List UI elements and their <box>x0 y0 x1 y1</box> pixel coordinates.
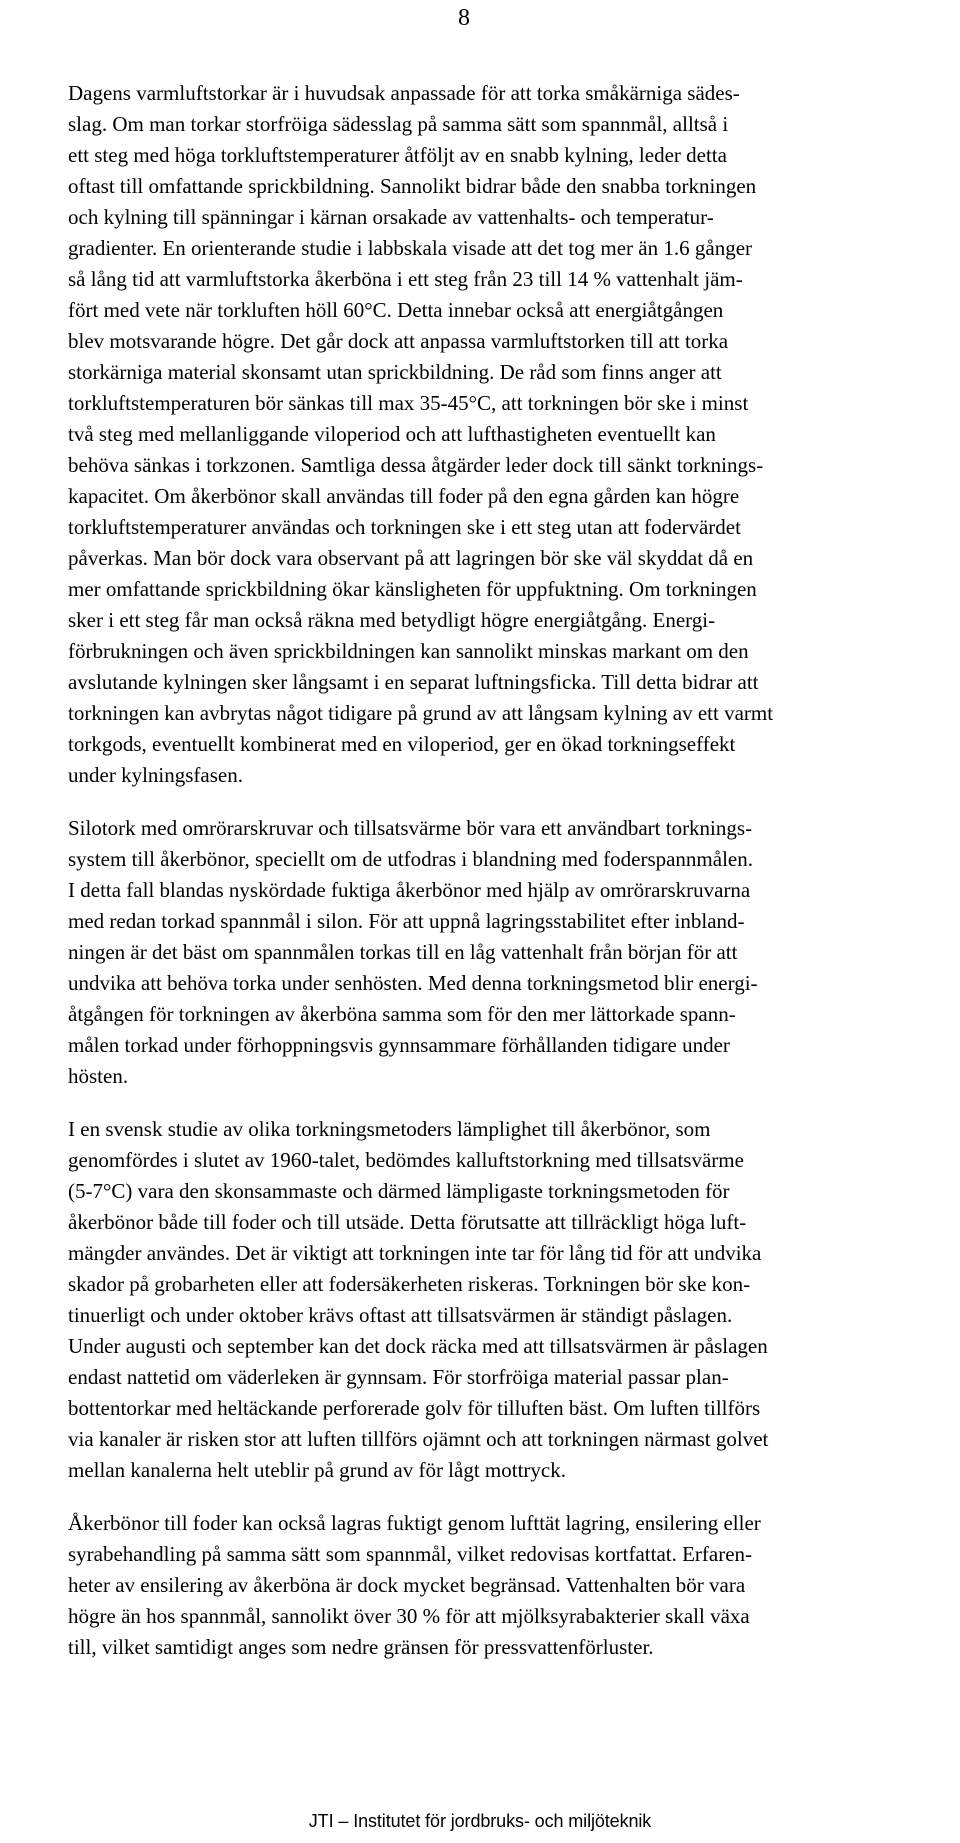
paragraph-silo-dryer: Silotork med omrörarskruvar och tillsatsvärme bör vara ett användbart torknings- system till åkerbönor, speciellt om de utfodras i blandning med foderspannmålen. I detta fall blandas nyskördade fuktiga åkerbönor med hjälp av omrörarskruvarna med redan torkad spannmål i silon. För att uppnå lagringsstabilitet efter inbland- ningen är det bäst om spannmålen torkas till en låg vattenhalt från början för att undvika att behöva torka under senhösten. Med denna torkningsmetod blir energi- åtgången för torkningen av åkerböna samma som för den mer lättorkade spann- målen torkad under förhoppningsvis gynnsammare förhållanden tidigare under hösten. <box>68 816 758 1088</box>
body-text <box>68 78 868 1685</box>
paragraph-moist-storage: Åkerbönor till foder kan också lagras fuktigt genom lufttät lagring, ensilering eller syrabehandling på samma sätt som spannmål, vilket redovisas kortfattat. Erfaren- heter av ensilering av åkerböna är dock mycket begränsad. Vattenhalten bör vara högre än hos spannmål, sannolikt över 30 % för att mjölksyrabakterier skall växa till, vilket samtidigt anges som nedre gränsen för pressvattenförluster. <box>68 1511 761 1659</box>
page-number: 8 <box>458 5 470 31</box>
paragraph-drying-methods: Dagens varmluftstorkar är i huvudsak anpassade för att torka småkärniga sädes- slag. Om man torkar storfröiga sädesslag på samma sätt som spannmål, alltså i ett steg med höga torkluftstemperaturer åtföljt av en snabb kylning, leder detta oftast till omfattande sprickbildning. Sannolikt bidrar både den snabba torkningen och kylning till spänningar i kärnan orsakade av vattenhalts- och temperatur- gradienter. En orienterande studie i labbskala visade att det tog mer än 1.6 gånger så lång tid att varmluftstorka åkerböna i ett steg från 23 till 14 % vattenhalt jäm- fört med vete när torkluften höll 60°C. Detta innebar också att energiåtgången blev motsvarande högre. Det går dock att anpassa varmluftstorken till att torka storkärniga material skonsamt utan sprickbildning. De råd som finns anger att torkluftstemperaturen bör sänkas till max 35-45°C, att torkningen bör ske i minst två steg med mellanliggande viloperiod och att lufthastigheten eventuellt kan behöva sänkas i torkzonen. Samtliga dessa åtgärder leder dock till sänkt torknings- kapacitet. Om åkerbönor skall användas till foder på den egna gården kan högre torkluftstemperaturer användas och torkningen ske i ett steg utan att fodervärdet påverkas. Man bör dock vara observant på att lagringen bör ske väl skyddat då en mer omfattande sprickbildning ökar känsligheten för uppfuktning. Om torkningen sker i ett steg får man också räkna med betydligt högre energiåtgång. Energi- förbrukningen och även sprickbildningen kan sannolikt minskas markant om den avslutande kylningen sker långsamt i en separat luftningsficka. Till detta bidrar att torkningen kan avbrytas något tidigare på grund av att långsam kylning av ett varmt torkgods, eventuellt kombinerat med en viloperiod, ger en ökad torkningseffekt under kylningsfasen. <box>68 81 774 787</box>
paragraph-swedish-study: I en svensk studie av olika torkningsmetoders lämplighet till åkerbönor, som genomfördes i slutet av 1960-talet, bedömdes kalluftstorkning med tillsatsvärme (5-7°C) vara den skonsammaste och därmed lämpligaste torkningsmetoden för åkerbönor både till foder och till utsäde. Detta förutsatte att tillräckligt höga luft- mängder användes. Det är viktigt att torkningen inte tar för lång tid för att undvika skador på grobarheten eller att fodersäkerheten riskeras. Torkningen bör ske kon- tinuerligt och under oktober krävs oftast att tillsatsvärmen är ständigt påslagen. Under augusti och september kan det dock räcka med att tillsatsvärmen är påslagen endast nattetid om väderleken är gynnsam. För storfröiga material passar plan- bottentorkar med heltäckande perforerade golv för tilluften bäst. Om luften tillförs via kanaler är risken stor att luften tillförs ojämnt och att torkningen närmast golvet mellan kanalerna helt uteblir på grund av för lågt mottryck. <box>68 1117 769 1482</box>
page-footer: JTI – Institutet för jordbruks- och miljöteknik <box>308 1811 652 1831</box>
